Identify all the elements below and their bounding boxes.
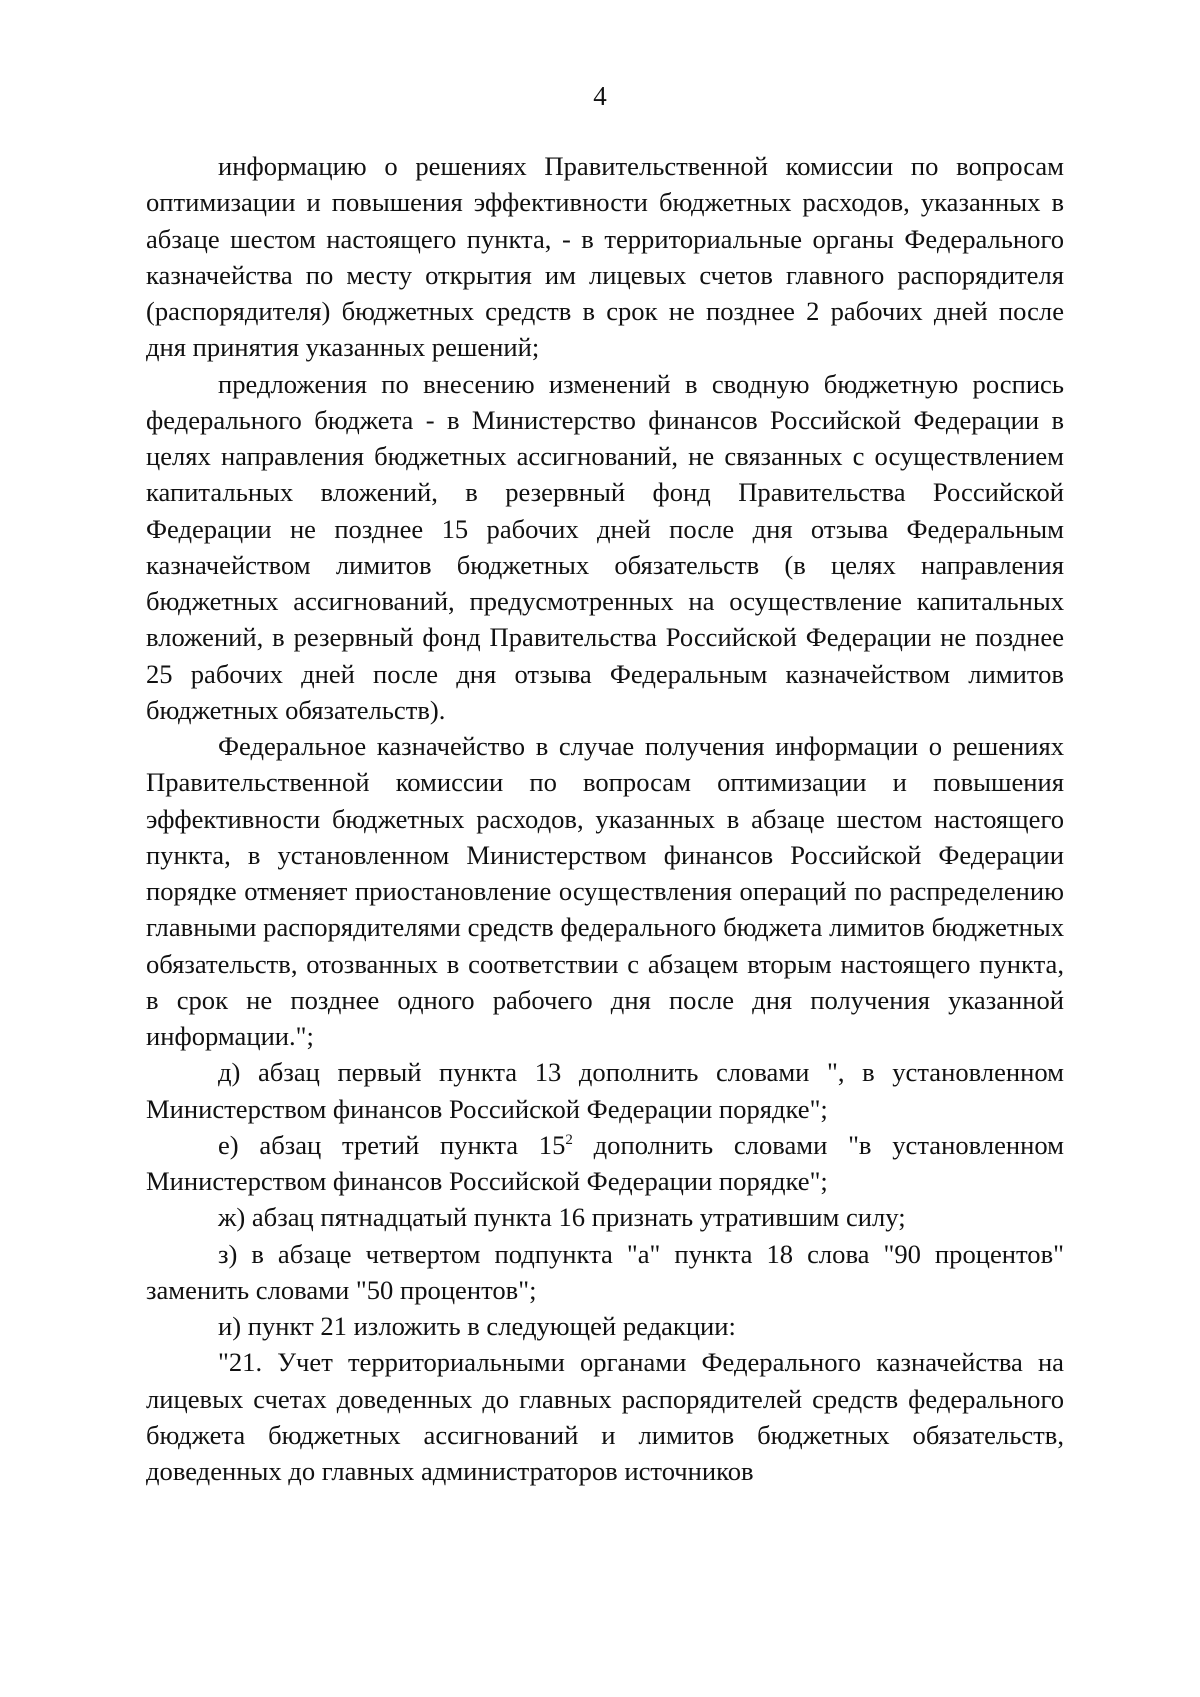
paragraph-amendment-e bbox=[146, 1127, 1064, 1200]
paragraph-amendment-zh: ж) абзац пятнадцатый пункта 16 признать утратившим силу; bbox=[218, 1202, 906, 1233]
paragraph-budget-proposals: предложения по внесению изменений в сводную бюджетную роспись федерального бюджета - в Министерство финансов Российской Федерации в целях направления бюджетных ассигнований, не связанных с осуществлением капитальных вложений, в резервный фонд Правительства Российской Федерации не позднее 15 рабочих дней после дня отзыва Федеральным казначейством лимитов бюджетных обязательств (в целях направления бюджетных ассигнований, предусмотренных на осуществление капитальных вложений, в резервный фонд Правительства Российской Федерации не позднее 25 рабочих дней после дня отзыва Федеральным казначейством лимитов бюджетных обязательств). bbox=[146, 368, 1064, 725]
paragraph-information-submission: информацию о решениях Правительственной комиссии по вопросам оптимизации и повышения эффективности бюджетных расходов, указанных в абзаце шестом настоящего пункта, - в территориальные органы Федерального казначейства по месту открытия им лицевых счетов главного распорядителя (распорядителя) бюджетных средств в срок не позднее 2 рабочих дней после дня принятия указанных решений; bbox=[146, 151, 1064, 363]
paragraph-amendment-d: д) абзац первый пункта 13 дополнить словами ", в установленном Министерством финансов Российской Федерации порядке"; bbox=[146, 1057, 1064, 1124]
paragraph-amendment-z: з) в абзаце четвертом подпункта "а" пункта 18 слова "90 процентов" заменить словами "50 процентов"; bbox=[146, 1238, 1064, 1305]
paragraph-amendment-i: и) пункт 21 изложить в следующей редакции: bbox=[218, 1311, 736, 1341]
amendment-e-text-end: дополнить словами "в установленном Министерством финансов Российской Федерации порядке"; bbox=[146, 1129, 1064, 1196]
page-number: 4 bbox=[593, 81, 607, 111]
paragraph-treasury-cancellation: Федеральное казначейство в случае получения информации о решениях Правительственной комиссии по вопросам оптимизации и повышения эффективности бюджетных расходов, указанных в абзаце шестом настоящего пункта, в установленном Министерством финансов Российской Федерации порядке отменяет приостановление осуществления операций по распределению главными распорядителями средств федерального бюджета лимитов бюджетных обязательств, отозванных в соответствии с абзацем вторым настоящего пункта, в срок не позднее одного рабочего дня после дня получения указанной информации."; bbox=[146, 731, 1064, 1051]
amendment-e-superscript: 2 bbox=[565, 1131, 573, 1148]
paragraph-clause-21: "21. Учет территориальными органами Федерального казначейства на лицевых счетах доведенных до главных распорядителей средств федерального бюджета бюджетных ассигнований и лимитов бюджетных обязательств, доведенных до главных администраторов источников bbox=[146, 1347, 1064, 1486]
document-body bbox=[146, 148, 1064, 1489]
amendment-e-text-start: е) абзац третий пункта 15 bbox=[218, 1129, 566, 1160]
